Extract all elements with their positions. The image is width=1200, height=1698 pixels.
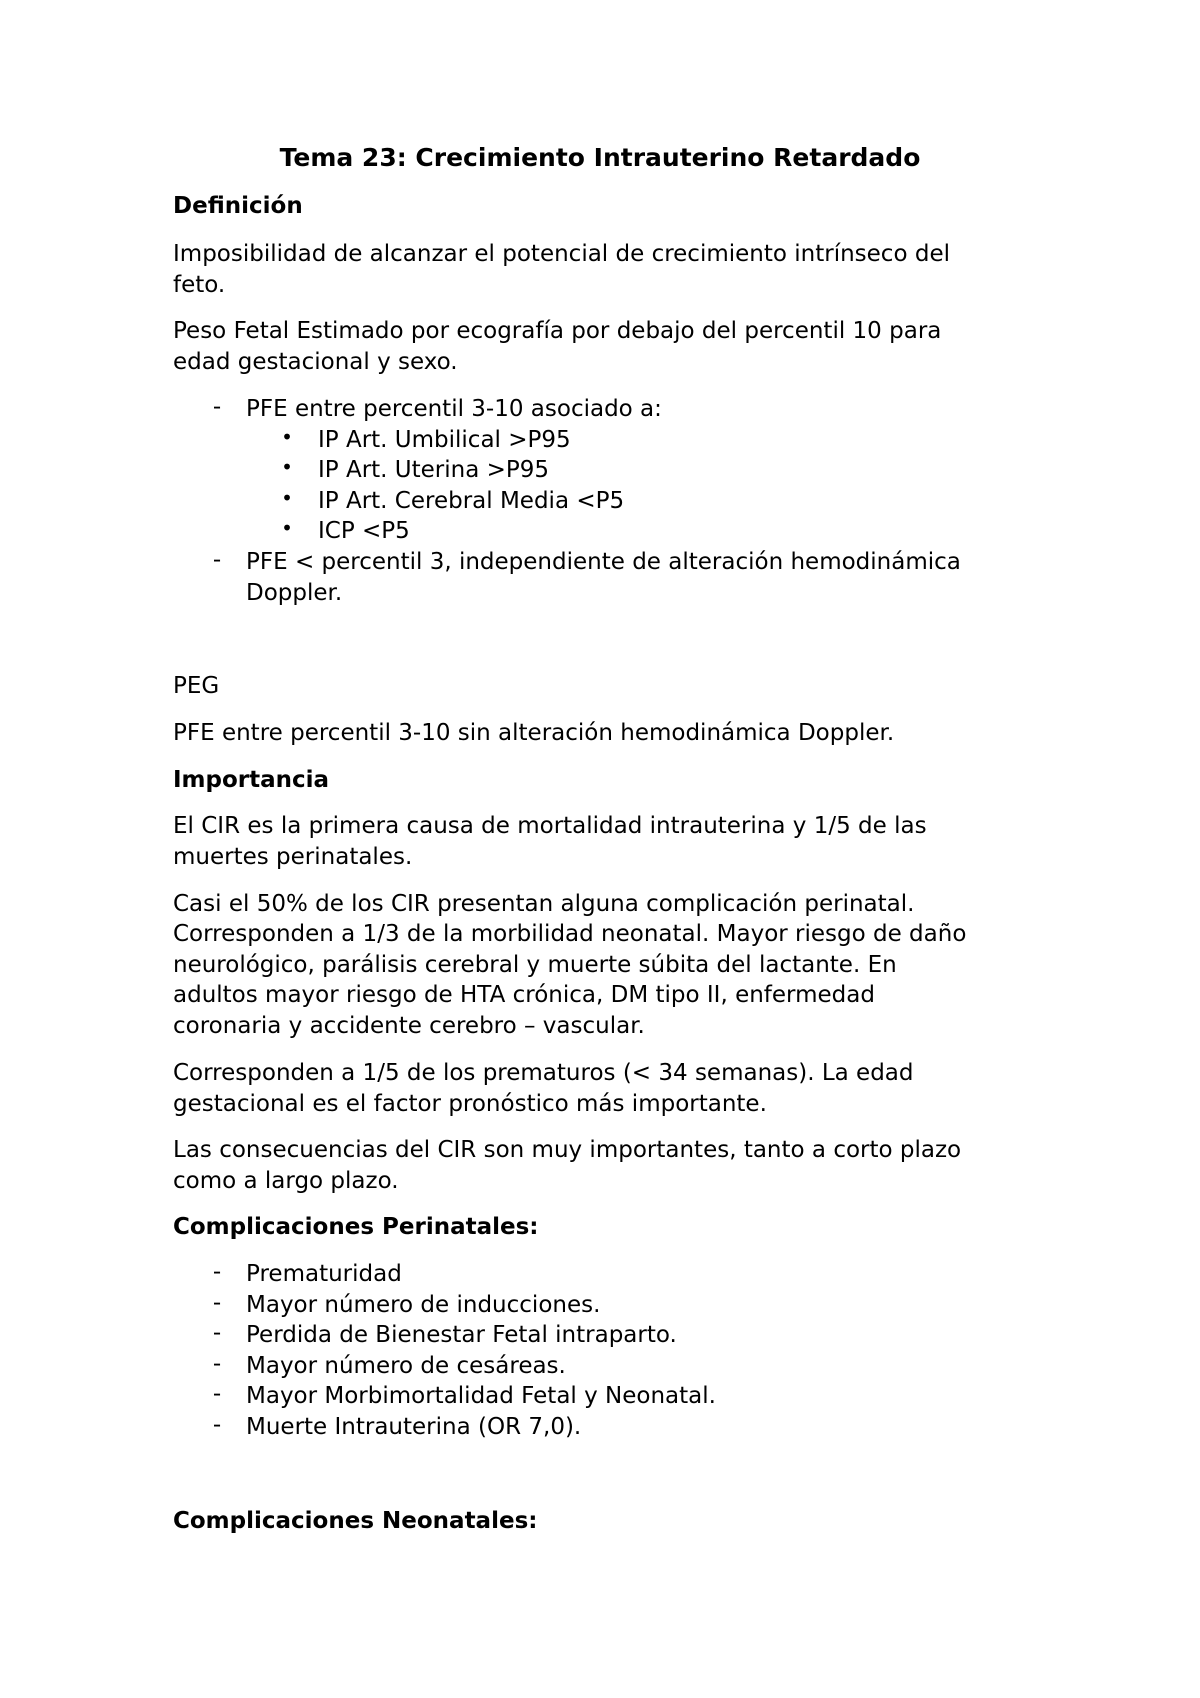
paragraph-line: como a largo plazo. [173,1168,399,1194]
list-item: Perdida de Bienestar Fetal intraparto. [246,1322,677,1348]
list-item: Mayor número de cesáreas. [246,1353,566,1379]
page-title: Tema 23: Crecimiento Intrauterino Retardado [279,143,921,172]
dash-marker: - [212,547,222,573]
paragraph-line: feto. [173,272,226,298]
heading-peg: PEG [173,673,220,699]
paragraph-line: coronaria y accidente cerebro – vascular. [173,1013,645,1039]
list-item: PFE entre percentil 3-10 asociado a: [246,396,662,422]
paragraph-line: Las consecuencias del CIR son muy importantes, tanto a corto plazo [173,1137,962,1163]
paragraph-line: Corresponden a 1/5 de los prematuros (< 34 semanas). La edad [173,1060,914,1086]
sublist-item: ICP <P5 [318,518,410,544]
heading-definicion: Definición [173,193,303,219]
dash-marker: - [212,1259,222,1285]
list-item: Muerte Intrauterina (OR 7,0). [246,1414,582,1440]
dash-marker: - [212,1320,222,1346]
dash-marker: - [212,1381,222,1407]
paragraph-line: neurológico, parálisis cerebral y muerte súbita del lactante. En [173,952,897,978]
bullet-marker: • [281,425,293,449]
dash-marker: - [212,1290,222,1316]
list-item: Prematuridad [246,1261,402,1287]
paragraph-line: El CIR es la primera causa de mortalidad intrauterina y 1/5 de las [173,813,927,839]
list-item: Mayor número de inducciones. [246,1292,601,1318]
paragraph-line: Corresponden a 1/3 de la morbilidad neonatal. Mayor riesgo de daño [173,921,967,947]
dash-marker: - [212,394,222,420]
paragraph-line: PFE entre percentil 3-10 sin alteración hemodinámica Doppler. [173,720,895,746]
paragraph-line: edad gestacional y sexo. [173,349,458,375]
list-item: Mayor Morbimortalidad Fetal y Neonatal. [246,1383,716,1409]
list-item-continuation: Doppler. [246,580,343,606]
paragraph-line: muertes perinatales. [173,844,413,870]
heading-complicaciones-neonatales: Complicaciones Neonatales: [173,1508,538,1534]
sublist-item: IP Art. Uterina >P95 [318,457,550,483]
bullet-marker: • [281,486,293,510]
bullet-marker: • [281,516,293,540]
heading-complicaciones-perinatales: Complicaciones Perinatales: [173,1214,539,1240]
sublist-item: IP Art. Cerebral Media <P5 [318,488,625,514]
paragraph-line: gestacional es el factor pronóstico más importante. [173,1091,767,1117]
sublist-item: IP Art. Umbilical >P95 [318,427,571,453]
heading-importancia: Importancia [173,767,330,793]
bullet-marker: • [281,455,293,479]
paragraph-line: adultos mayor riesgo de HTA crónica, DM tipo II, enfermedad [173,982,875,1008]
paragraph-line: Peso Fetal Estimado por ecografía por debajo del percentil 10 para [173,318,942,344]
paragraph-line: Casi el 50% de los CIR presentan alguna complicación perinatal. [173,891,915,917]
list-item: PFE < percentil 3, independiente de alteración hemodinámica [246,549,961,575]
paragraph-line: Imposibilidad de alcanzar el potencial de crecimiento intrínseco del [173,241,950,267]
dash-marker: - [212,1412,222,1438]
dash-marker: - [212,1351,222,1377]
